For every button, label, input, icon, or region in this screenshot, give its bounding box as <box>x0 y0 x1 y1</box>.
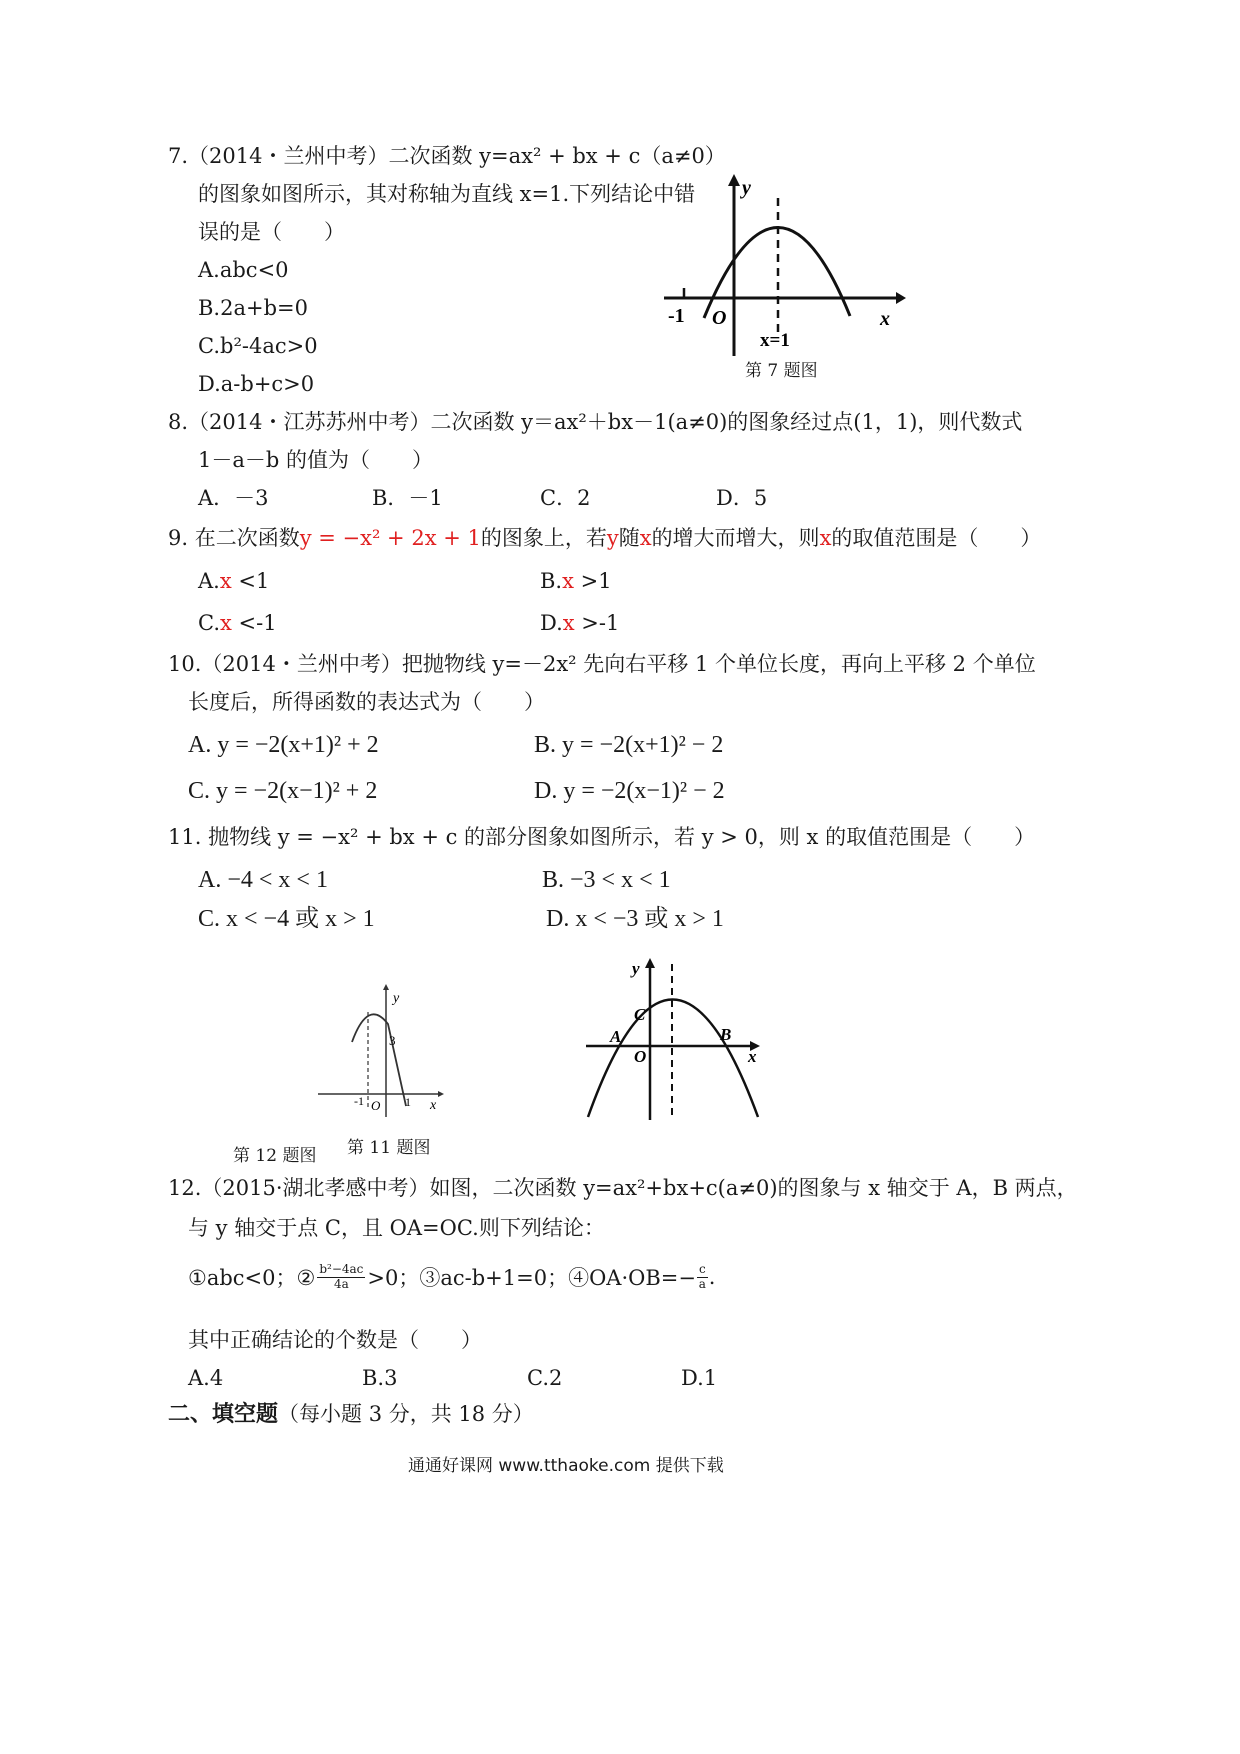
q12-fraction2 <box>697 1263 708 1290</box>
q9-stem <box>168 528 1041 549</box>
neg-one-label: -1 <box>354 1094 364 1108</box>
y-axis-label: y <box>393 991 400 1006</box>
q9-y: y <box>606 526 619 550</box>
q9-option-a: A.x <1 <box>198 569 270 593</box>
q12-conclusion-part2: >0；③ac-b+1=0；④OA·OB=− <box>367 1266 696 1290</box>
y-axis-arrow <box>728 174 740 186</box>
section-title: 二、填空题 <box>168 1402 279 1427</box>
point-b-label: B <box>720 1025 732 1044</box>
q12-conclusion-end: . <box>708 1265 716 1289</box>
point-c-label: C <box>634 1005 646 1024</box>
q8-option-b: B．－1 <box>372 486 443 510</box>
q7-option-d: D.a-b+c>0 <box>198 372 315 396</box>
q11-option-d: D. x < −3 或 x > 1 <box>546 906 724 932</box>
y-axis-arrow <box>383 984 389 990</box>
q10-option-c: C. y = −2(x−1)² + 2 <box>188 778 378 804</box>
q7-option-c: C.b²-4ac>0 <box>198 334 318 358</box>
x-axis-arrow <box>896 292 906 304</box>
q9-mid1: 的图象上，若 <box>480 526 607 550</box>
q7-line3: 误的是（ ） <box>198 220 345 244</box>
page-footer: 通通好课网 www.tthaoke.com 提供下载 <box>408 1456 724 1476</box>
x-axis-label: x <box>430 1098 437 1113</box>
three-label: 3 <box>389 1033 396 1048</box>
q12-line4: 其中正确结论的个数是（ ） <box>188 1328 482 1352</box>
q12-fraction2-denominator: a <box>698 1276 706 1291</box>
y-axis-arrow <box>645 958 655 968</box>
q11-figure <box>310 982 450 1122</box>
q10-line2: 长度后，所得函数的表达式为（ ） <box>188 690 545 714</box>
q11-option-a: A. −4 < x < 1 <box>198 867 328 893</box>
q7-option-b: B.2a+b=0 <box>198 296 308 320</box>
q12-fraction <box>317 1263 365 1290</box>
parabola-curve <box>352 1014 406 1106</box>
q10-option-b: B. y = −2(x+1)² − 2 <box>534 732 724 758</box>
q12-fraction-denominator: 4a <box>333 1276 349 1291</box>
q9-mid2: 随 <box>618 526 640 550</box>
q9-suffix: 的取值范围是（ ） <box>831 526 1042 550</box>
q12-option-a: A.4 <box>188 1366 224 1390</box>
q7-option-a: A.abc<0 <box>198 258 289 282</box>
q7-figure <box>660 170 910 360</box>
q9-x2: x <box>819 526 832 550</box>
section-note: （每小题 3 分，共 18 分） <box>278 1402 534 1426</box>
origin-label: O <box>634 1047 647 1066</box>
q9-option-b: B.x >1 <box>540 569 612 593</box>
section-heading <box>168 1404 534 1426</box>
origin-label: O <box>712 307 727 329</box>
q12-fraction-numerator: b²−4ac <box>319 1262 364 1277</box>
q8-option-a: A．－3 <box>198 486 269 510</box>
origin-label: O <box>371 1098 381 1113</box>
q9-x1: x <box>639 526 652 550</box>
q12-conclusions <box>188 1262 715 1292</box>
q12-fraction2-numerator: c <box>699 1262 706 1277</box>
q11-option-b: B. −3 < x < 1 <box>542 867 671 893</box>
neg-one-label: -1 <box>668 305 685 327</box>
q8-option-d: D．5 <box>716 486 768 510</box>
q12-option-b: B.3 <box>362 1366 398 1390</box>
q10-option-d: D. y = −2(x−1)² − 2 <box>534 778 725 804</box>
q11-figure-caption: 第 11 题图 <box>347 1138 431 1158</box>
y-axis-label: y <box>632 959 640 978</box>
x-axis-label: x <box>880 308 890 330</box>
point-a-label: A <box>610 1027 622 1046</box>
q12-option-c: C.2 <box>527 1366 563 1390</box>
symmetry-axis-label: x=1 <box>760 330 790 351</box>
q9-mid3: 的增大而增大，则 <box>651 526 820 550</box>
q12-figure-caption: 第 12 题图 <box>233 1146 317 1166</box>
q7-line2: 的图象如图所示，其对称轴为直线 x=1.下列结论中错 <box>198 182 696 206</box>
q10-line1: 10.（2014・兰州中考）把抛物线 y=－2x² 先向右平移 1 个单位长度，再向上平移 2 个单位 <box>168 652 1036 676</box>
q8-option-c: C．2 <box>540 486 591 510</box>
q12-conclusion-part1: ①abc<0；② <box>188 1266 316 1290</box>
q9-option-d: D.x >-1 <box>540 611 620 635</box>
q7-figure-caption: 第 7 题图 <box>745 361 818 381</box>
q12-line1: 12.（2015·湖北孝感中考）如图，二次函数 y=ax²+bx+c(a≠0)的图象与 x 轴交于 A，B 两点， <box>168 1176 1078 1200</box>
q11-line1: 11. 抛物线 y = −x² + bx + c 的部分图象如图所示，若 y > 0，则 x 的取值范围是（ ） <box>168 825 1036 849</box>
q9-formula: y = −x² + 2x + 1 <box>299 526 481 550</box>
one-label: 1 <box>405 1095 411 1109</box>
q9-option-c: C.x <-1 <box>198 611 277 635</box>
y-axis-label: y <box>742 177 751 199</box>
x-axis-label: x <box>748 1047 757 1066</box>
x-axis-arrow <box>438 1091 444 1097</box>
q12-line2: 与 y 轴交于点 C，且 OA=OC.则下列结论： <box>188 1216 605 1240</box>
q8-line2: 1－a－b 的值为（ ） <box>198 448 433 472</box>
q11-option-c: C. x < −4 或 x > 1 <box>198 906 375 932</box>
q10-option-a: A. y = −2(x+1)² + 2 <box>188 732 379 758</box>
q8-line1: 8.（2014・江苏苏州中考）二次函数 y＝ax²＋bx－1(a≠0)的图象经过点(1，1)，则代数式 <box>168 410 1023 434</box>
q9-prefix: 9. 在二次函数 <box>168 526 300 550</box>
q7-line1: 7.（2014・兰州中考）二次函数 y=ax² + bx + c（a≠0） <box>168 144 726 168</box>
q12-figure <box>582 952 768 1122</box>
q12-option-d: D.1 <box>681 1366 718 1390</box>
